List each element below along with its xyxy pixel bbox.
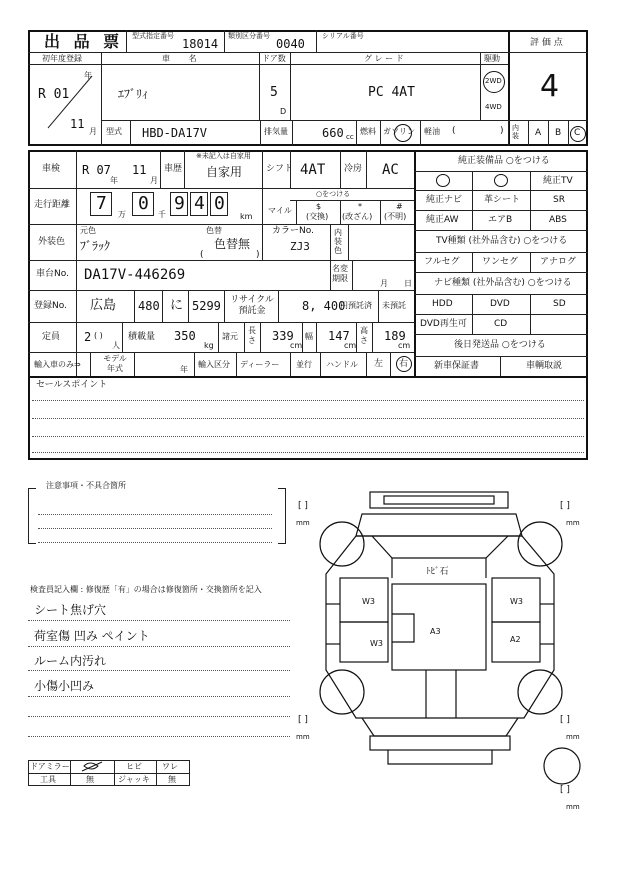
sunroof-icon xyxy=(436,174,450,187)
original-color-value: ﾌﾞﾗｯｸ xyxy=(80,239,111,253)
evaluation-score: 4 xyxy=(540,69,560,104)
category-value: 0040 xyxy=(276,37,305,51)
mileage-unknown: (不明) xyxy=(384,212,407,221)
length-value: 339 xyxy=(272,329,294,343)
tyre-depth-spare: [ ] xyxy=(560,785,570,795)
first-reg-year-unit: 年 xyxy=(84,71,92,80)
doors-value: 5 xyxy=(270,85,278,100)
notes-bracket-right xyxy=(278,488,286,544)
interior-color-label: 内装色 xyxy=(334,228,342,255)
chassis-label: 車台No. xyxy=(36,269,69,279)
mileage-star: * xyxy=(358,202,362,211)
reg-kana: に xyxy=(170,298,184,313)
doors-label: ドア数 xyxy=(262,54,286,63)
name-change-day: 日 xyxy=(404,279,412,288)
capacity-paren: ( ) xyxy=(94,331,103,340)
score-label: 評 価 点 xyxy=(530,38,563,48)
size-label: 諸元 xyxy=(222,332,238,341)
handle-label: ハンドル xyxy=(326,360,358,369)
model-designation-value: 18014 xyxy=(182,37,219,51)
grade-value: PC 4AT xyxy=(368,85,415,100)
displacement-label: 排気量 xyxy=(264,127,288,136)
tv-fullseg: フルセグ xyxy=(424,257,460,267)
mileage-altered: (改ざん) xyxy=(342,212,373,221)
damage-label-left-front: W3 xyxy=(362,597,375,606)
interior-grade-c: C xyxy=(574,128,581,138)
height-unit: cm xyxy=(398,341,411,350)
first-reg-month-unit: 月 xyxy=(89,127,97,136)
model-label: 型式 xyxy=(106,127,122,136)
equipment-tv: 純正TV xyxy=(543,176,573,186)
inspection-month: 11 xyxy=(132,163,147,177)
reg-number: 5299 xyxy=(192,299,221,313)
mileage-digit-4-value: 4 xyxy=(194,193,205,214)
dvd-play-label: DVD再生可 xyxy=(420,319,467,329)
interior-grade-a: A xyxy=(535,128,542,138)
car-name-value: ｴﾌﾞﾘｨ xyxy=(118,87,149,101)
tv-analog: アナログ xyxy=(540,257,577,267)
color-label: 外装色 xyxy=(38,237,66,247)
equipment-navi: 純正ナビ xyxy=(426,195,463,205)
model-year-unit: 年 xyxy=(180,365,188,374)
inspection-month-unit: 月 xyxy=(150,176,158,185)
grade-label: グ レ ー ド xyxy=(364,54,404,63)
tyre-depth-fr-unit: mm xyxy=(566,519,580,527)
color-no-label: カラーNo. xyxy=(272,226,314,236)
equipment-sr: SR xyxy=(553,195,565,205)
displacement-unit: cc xyxy=(346,133,354,141)
equipment-title: 純正装備品 ○をつける xyxy=(458,156,550,166)
ac-label: 冷房 xyxy=(344,164,363,174)
equipment-aw: 純正AW xyxy=(426,215,459,225)
import-label: 輸入車のみ⇒ xyxy=(34,360,81,369)
tint-value: 色替無 xyxy=(214,237,251,251)
sales-point-label: セールスポイント xyxy=(36,380,108,390)
tv-title: TV種類 (社外品含む) ○をつける xyxy=(436,236,568,246)
fuel-other-paren: ( xyxy=(452,126,456,136)
height-label: 高さ xyxy=(360,326,368,345)
fuel-gasoline: ガソリン xyxy=(383,127,415,136)
model-year-label: モデル年式 xyxy=(103,354,127,373)
load-label: 積載量 xyxy=(128,332,156,342)
history-value: 自家用 xyxy=(206,165,243,179)
import-class-label: 輸入区分 xyxy=(198,360,230,369)
navi-dvd: DVD xyxy=(490,299,510,309)
notes-bracket-left xyxy=(28,488,36,544)
alloy-wheel-icon xyxy=(494,174,508,187)
doors-suffix: D xyxy=(280,107,287,116)
recycle-paid: 円預託済 xyxy=(340,301,372,310)
shift-label: シフト xyxy=(266,164,294,174)
capacity-unit: 人 xyxy=(112,341,120,350)
name-change-month: 月 xyxy=(380,279,388,288)
tyre-depth-rl: [ ] xyxy=(298,715,308,725)
sheet-title: 出 品 票 xyxy=(44,32,124,51)
load-unit: kg xyxy=(204,341,214,350)
fuel-other-paren-close: ) xyxy=(500,126,504,136)
history-label: 車歴 xyxy=(164,164,183,174)
first-reg-label: 初年度登録 xyxy=(42,54,82,63)
chassis-value: DA17V-446269 xyxy=(84,267,186,283)
drive-label: 駆動 xyxy=(484,54,500,63)
tint-paren-close: ) xyxy=(256,250,260,260)
fuel-diesel-label: 軽油 xyxy=(424,127,440,136)
mileage-digit-1-value: 7 xyxy=(96,193,107,214)
navi-cd: CD xyxy=(494,319,508,329)
width-unit: cm xyxy=(344,341,357,350)
fuel-label: 燃料 xyxy=(360,127,376,136)
serial-label: シリアル番号 xyxy=(322,32,364,40)
color-no-value: ZJ3 xyxy=(290,240,310,253)
equipment-airbag: エアB xyxy=(488,215,513,225)
note-line-4: 小傷小凹み xyxy=(34,679,95,693)
damage-label-windshield: ﾄﾋﾞ石 xyxy=(426,567,449,577)
import-dealer: ディーラー xyxy=(240,360,280,369)
name-change-label: 名変期限 xyxy=(332,264,348,283)
displacement-value: 660 xyxy=(322,126,344,140)
original-color-label: 元色 xyxy=(80,226,96,235)
recycle-unpaid: 未預託 xyxy=(382,301,406,310)
interior-label: 内装 xyxy=(512,124,519,140)
registration-label: 登録No. xyxy=(34,301,67,311)
damage-label-right-front: W3 xyxy=(510,597,523,606)
car-name-label: 車 名 xyxy=(162,54,205,63)
mileage-mile: マイル xyxy=(268,206,292,215)
mileage-digit-3-value: 9 xyxy=(174,193,185,214)
acc-mirror-label: ドアミラー xyxy=(30,762,70,771)
category-label: 類別区分番号 xyxy=(228,32,270,40)
note-line-3: ルーム内汚れ xyxy=(34,654,107,668)
tyre-depth-spare-unit: mm xyxy=(566,803,580,811)
mileage-dollar: $ xyxy=(316,202,322,211)
acc-jack-label: ジャッキ xyxy=(118,775,150,784)
ac-value: AC xyxy=(382,162,399,178)
mileage-km: km xyxy=(240,212,253,221)
tint-paren-open: ( xyxy=(200,250,204,260)
mileage-sen: 千 xyxy=(158,210,166,219)
mileage-digit-2-value: 0 xyxy=(138,193,149,214)
tyre-depth-fl-unit: mm xyxy=(296,519,310,527)
model-designation-label: 型式指定番号 xyxy=(132,32,174,40)
capacity-value: 2 xyxy=(84,330,92,344)
car-damage-diagram xyxy=(296,474,596,814)
later-manual: 車輌取説 xyxy=(526,361,563,371)
handle-left: 左 xyxy=(374,359,384,369)
recycle-label: リサイクル預託金 xyxy=(230,295,274,316)
note-line-2: 荷室傷 凹み ペイント xyxy=(34,629,150,643)
interior-grade-b: B xyxy=(555,128,562,138)
equipment-leather: 革シート xyxy=(484,195,521,205)
mileage-circle-note: ○をつける xyxy=(316,190,351,198)
inspection-label: 車検 xyxy=(42,164,61,174)
mileage-man: 万 xyxy=(118,210,126,219)
tyre-depth-rl-unit: mm xyxy=(296,733,310,741)
inspection-year-unit: 年 xyxy=(110,176,118,185)
height-value: 189 xyxy=(384,329,406,343)
first-reg-era: R 01 xyxy=(38,87,70,102)
later-warranty: 新車保証書 xyxy=(434,361,480,371)
shift-value: 4AT xyxy=(300,162,326,178)
damage-label-roof: A3 xyxy=(430,627,441,636)
handle-right: 右 xyxy=(399,359,409,369)
navi-sd: SD xyxy=(553,299,566,309)
first-reg-month: 11 xyxy=(70,117,85,131)
tint-label: 色替 xyxy=(206,226,222,235)
acc-break-label: ワレ xyxy=(162,762,178,771)
later-title: 後日発送品 ○をつける xyxy=(454,340,546,350)
load-value: 350 xyxy=(174,329,196,343)
tyre-depth-fl: [ ] xyxy=(298,501,308,511)
tyre-depth-rr: [ ] xyxy=(560,715,570,725)
notes-label: 注意事項・不具合箇所 xyxy=(46,481,126,490)
inspector-label: 検査員記入欄 : 修復歴「有」の場合は修復箇所・交換箇所を記入 xyxy=(30,585,262,594)
history-note: ※未記入は自家用 xyxy=(196,152,251,160)
equipment-abs: ABS xyxy=(549,215,567,225)
acc-tools-label: 工具 xyxy=(40,775,56,784)
reg-class: 480 xyxy=(138,299,160,313)
model-value: HBD-DA17V xyxy=(142,126,208,140)
mileage-digit-5-value: 0 xyxy=(214,193,225,214)
acc-tools-value: 無 xyxy=(86,775,94,784)
mileage-hash: # xyxy=(396,202,403,211)
import-parallel: 並行 xyxy=(296,360,312,369)
mirror-strike-mark xyxy=(72,760,112,773)
mileage-exchange: (交換) xyxy=(306,212,329,221)
mileage-label: 走行距離 xyxy=(34,200,71,210)
tyre-depth-rr-unit: mm xyxy=(566,733,580,741)
inspection-value: R 07 xyxy=(82,163,111,177)
drive-4wd: 4WD xyxy=(485,103,502,111)
navi-title: ナビ種類 (社外品含む) ○をつける xyxy=(434,278,572,288)
width-value: 147 xyxy=(328,329,350,343)
length-unit: cm xyxy=(290,341,303,350)
length-label: 長さ xyxy=(248,326,256,345)
acc-jack-value: 無 xyxy=(168,775,176,784)
navi-hdd: HDD xyxy=(432,299,453,309)
drive-2wd: 2WD xyxy=(485,77,502,85)
tv-oneseg: ワンセグ xyxy=(482,257,519,267)
capacity-label: 定員 xyxy=(42,332,61,342)
tyre-depth-fr: [ ] xyxy=(560,501,570,511)
damage-label-right-rear: A2 xyxy=(510,635,521,644)
note-line-1: シート焦げ穴 xyxy=(34,603,107,617)
reg-area: 広島 xyxy=(90,298,117,313)
acc-crack-label: ヒビ xyxy=(126,762,142,771)
damage-label-left-rear: W3 xyxy=(370,639,383,648)
width-label: 幅 xyxy=(305,332,313,341)
recycle-value: 8, 400 xyxy=(302,299,346,313)
